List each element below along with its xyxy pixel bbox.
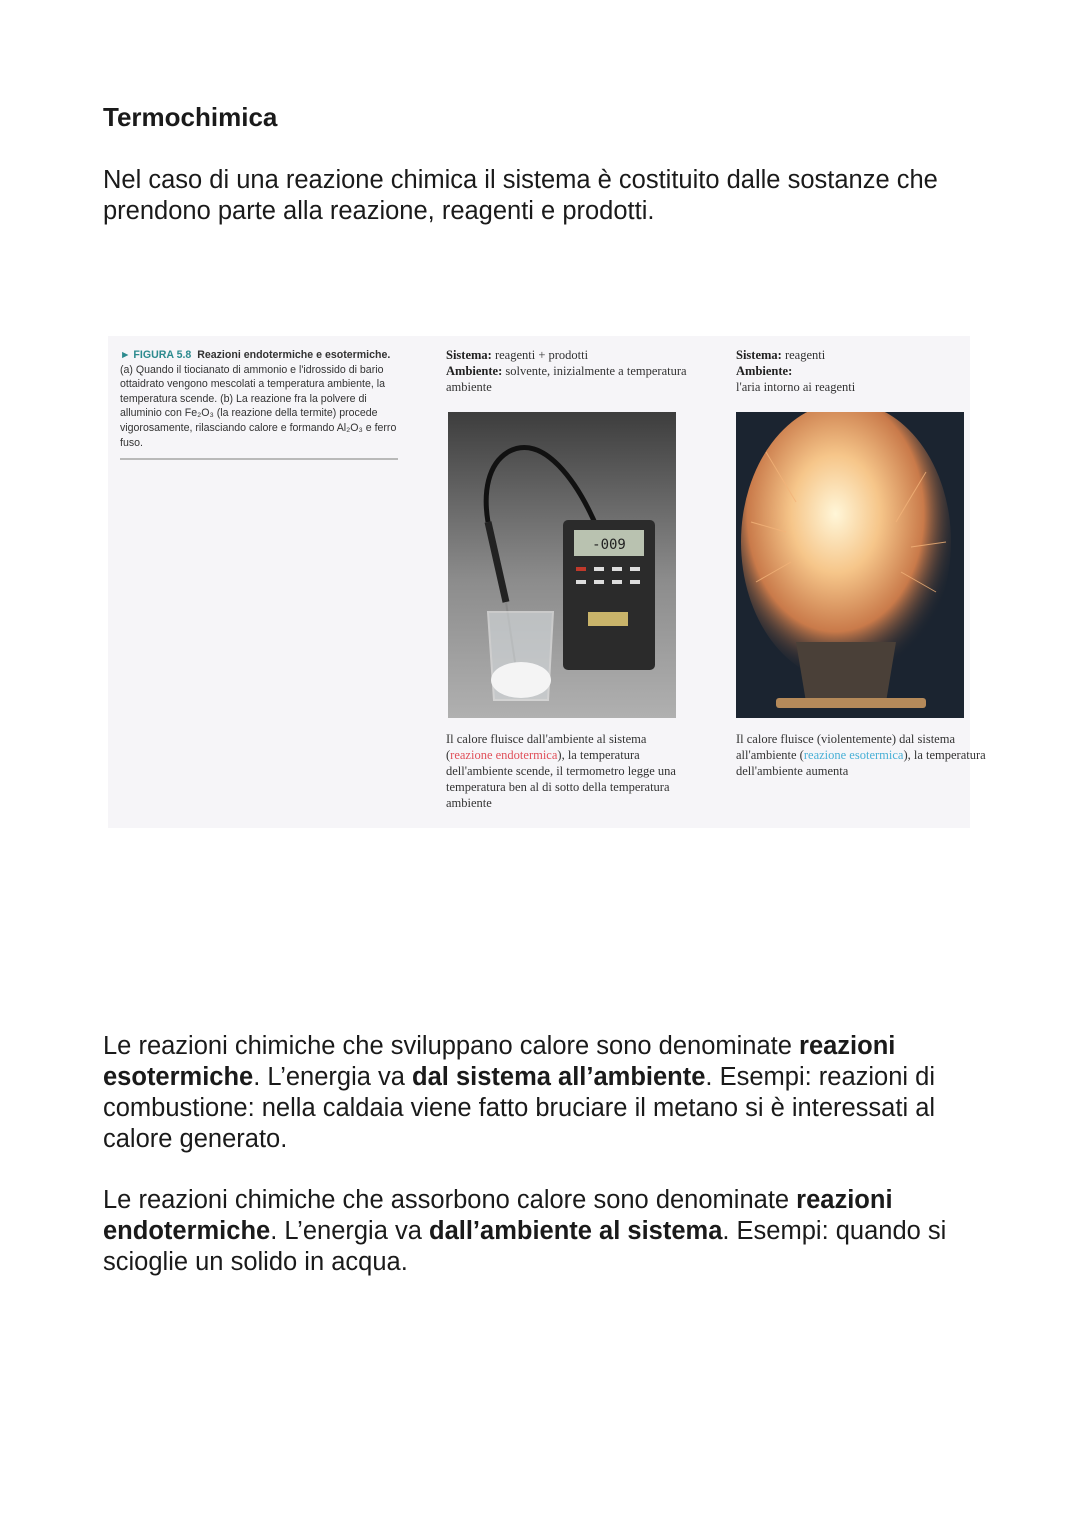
exothermic-photo [736, 412, 964, 718]
endothermic-description [446, 731, 696, 811]
endothermic-text-2: ), la temperatura dell'ambiente scende, il termometro legge una temperatura ben al di sotto della temperatura ambiente [446, 748, 676, 810]
endothermic-photo [448, 412, 676, 718]
exothermic-paragraph [103, 1031, 1003, 1155]
figure-caption [120, 348, 400, 460]
endothermic-header [446, 347, 696, 395]
exo-text-3: . Esempi: reazioni di combustione: nella caldaia viene fatto bruciare il metano si è interessati al calore generato. [103, 1063, 936, 1153]
endo-text-1: Le reazioni chimiche che assorbono calore sono denominate [103, 1186, 797, 1214]
endo-text-3: . Esempi: quando si scioglie un solido in acqua. [103, 1217, 947, 1276]
thermometer-beaker-illustration [448, 412, 676, 718]
exothermic-header [736, 347, 986, 395]
environment-value-a: solvente, inizialmente a temperatura ambiente [446, 364, 687, 394]
environment-label-a: Ambiente: [446, 364, 503, 378]
endothermic-text-1: Il calore fluisce dall'ambiente al sistema ( [446, 732, 647, 762]
endo-bold-1: reazioni endotermiche [103, 1186, 893, 1245]
exothermic-description [736, 731, 986, 779]
exo-text-1: Le reazioni chimiche che sviluppano calore sono denominate [103, 1032, 800, 1060]
figure-heading: Reazioni endotermiche e esotermiche. [197, 349, 391, 361]
endothermic-paragraph [103, 1185, 1003, 1278]
figure-5-8 [108, 336, 986, 828]
exo-bold-2: dal sistema all’ambiente [412, 1063, 706, 1091]
system-label-a: Sistema: [446, 348, 492, 362]
exothermic-term: reazione esotermica [803, 748, 904, 762]
page-title: Termochimica [103, 102, 278, 132]
environment-value-b: l'aria intorno ai reagenti [736, 380, 856, 394]
endo-text-2: . L’energia va [270, 1217, 429, 1245]
environment-label-b: Ambiente: [736, 364, 793, 378]
system-value-b: reagenti [784, 348, 826, 362]
endothermic-term: reazione endotermica [450, 748, 558, 762]
intro-paragraph: Nel caso di una reazione chimica il sistema è costituito dalle sostanze che prendono parte alla reazione, reagenti e prodotti. [103, 166, 938, 225]
exothermic-text-2: ), la temperatura dell'ambiente aumenta [736, 748, 986, 778]
system-label-b: Sistema: [736, 348, 782, 362]
system-value-a: reagenti + prodotti [494, 348, 589, 362]
exo-bold-1: reazioni esotermiche [103, 1032, 896, 1091]
thermometer-display: -009 [592, 537, 626, 553]
figure-label: ► FIGURA 5.8 [120, 349, 192, 361]
thermite-reaction-illustration [736, 412, 964, 718]
exo-text-2: . L’energia va [253, 1063, 413, 1091]
caption-divider [120, 458, 398, 460]
exothermic-text-1: Il calore fluisce (violentemente) dal sistema all'ambiente ( [736, 732, 956, 762]
endo-bold-2: dall’ambiente al sistema [429, 1217, 723, 1245]
figure-caption-text: (a) Quando il tiocianato di ammonio e l'idrossido di bario ottaidrato vengono mescolati a temperatura ambiente, la temperatura scende. (b) La reazione fra la polvere di alluminio con Fe₂O₃ (la reazione della termite) procede vigorosamente, rilasciando calore e formando Al₂O₃ e ferro fuso. [120, 363, 397, 449]
